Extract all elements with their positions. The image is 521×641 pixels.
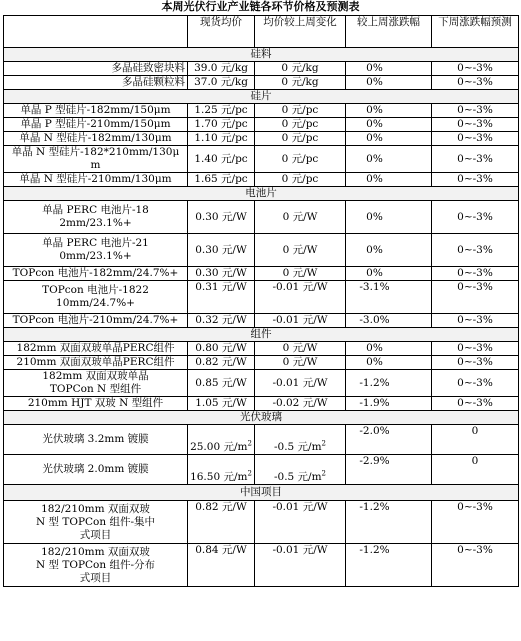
column-header [346,16,432,48]
pct-value: 0% [366,210,383,223]
table-row [4,342,519,356]
change-value: 0 元/pc [281,152,319,165]
pct-value: 0% [366,356,383,368]
price-value: 0.32 元/W [195,314,247,326]
change-value: 0 元/kg [281,62,319,74]
change-cell [255,501,346,544]
change-cell [255,370,346,397]
section-row [4,48,519,62]
table-row [4,118,519,132]
section-row [4,187,519,201]
table-row [4,425,519,455]
product-name: 210mm HJT 双玻 N 型组件 [27,397,164,409]
change-value: -0.01 元/W [272,376,328,389]
pct-cell [346,201,432,234]
change-value: -0.5 元/m [273,441,322,453]
price-cell [188,342,255,356]
section-header [4,485,519,501]
column-header-label: 下周涨跌幅预测 [438,16,512,28]
superscript-2: 2 [247,439,252,448]
header-row [4,16,519,48]
pct-value: -1.2% [359,501,390,513]
section-row [4,485,519,501]
product-name-cell [4,370,188,397]
pct-cell [346,132,432,146]
price-value: 25.00 元/m [190,441,248,453]
product-name-cell [4,501,188,544]
change-cell [255,76,346,90]
change-cell [255,544,346,587]
table-row [4,234,519,267]
section-header [4,411,519,425]
change-value: 0 元/pc [281,173,319,185]
table-row [4,370,519,397]
change-value: 0 元/W [282,356,318,368]
change-cell [255,201,346,234]
price-value: 16.50 元/m [190,471,248,483]
price-cell [188,132,255,146]
change-cell [255,356,346,370]
pct-value: 0% [366,62,383,74]
change-cell [255,132,346,146]
forecast-value: 0~-3% [457,118,493,130]
change-cell [255,314,346,328]
change-cell [255,267,346,281]
change-value: 0 元/kg [281,76,319,88]
forecast-value: 0~-3% [457,267,493,279]
table-title: 本周光伏行业产业链各环节价格及预测表 [161,0,360,13]
column-header [255,16,346,48]
product-name: 单晶 P 型硅片-182mm/150μm [20,104,171,116]
pct-cell [346,370,432,397]
column-header-label: 较上周涨跌幅 [357,16,420,28]
section-row [4,328,519,342]
section-title: 硅片 [250,90,272,102]
column-header [432,16,519,48]
forecast-cell [432,62,519,76]
pct-cell [346,342,432,356]
product-name: 单晶 N 型硅片-210mm/130μm [19,173,172,185]
price-value: 1.25 元/pc [194,104,248,116]
price-cell [188,455,255,485]
superscript-2: 2 [247,469,252,478]
table-row [4,76,519,90]
forecast-cell [432,76,519,90]
pct-value: 0% [366,118,383,130]
change-cell [255,146,346,173]
price-cell [188,104,255,118]
forecast-value: 0~-3% [457,243,493,256]
pct-cell [346,397,432,411]
pct-cell [346,173,432,187]
table-row [4,267,519,281]
forecast-cell [432,267,519,281]
price-value: 0.82 元/W [195,501,247,513]
forecast-value: 0 [471,425,479,437]
forecast-cell [432,501,519,544]
price-cell [188,356,255,370]
price-cell [188,314,255,328]
forecast-cell [432,234,519,267]
table-row [4,132,519,146]
pct-cell [346,544,432,587]
section-title: 中国项目 [240,486,282,498]
product-name: 单晶 N 型硅片-182*210mm/130μm [11,146,180,171]
product-name: 多晶硅颗粒料 [122,76,185,88]
pct-value: 0% [366,104,383,116]
pct-cell [346,62,432,76]
section-title: 硅料 [250,48,272,60]
table-row [4,62,519,76]
forecast-value: 0~-3% [457,104,493,116]
price-cell [188,501,255,544]
forecast-cell [432,356,519,370]
price-cell [188,173,255,187]
pct-value: -2.0% [359,425,390,437]
pct-cell [346,76,432,90]
product-name: 182/210mm 双面双玻 N 型 TOPCon 组件-分布式项目 [35,545,156,584]
price-value: 0.85 元/W [195,376,247,389]
change-cell [255,397,346,411]
superscript-2: 2 [321,469,327,478]
superscript-2: 2 [321,439,327,448]
forecast-cell [432,370,519,397]
product-name-cell [4,397,188,411]
pct-value: 0% [366,243,383,256]
forecast-value: 0~-3% [457,210,493,223]
forecast-value: 0~-3% [457,544,493,556]
product-name-cell [4,201,188,234]
forecast-value: 0~-3% [457,397,493,409]
price-value: 37.0 元/kg [194,76,248,88]
product-name-cell [4,544,188,587]
forecast-value: 0~-3% [457,342,493,354]
pct-value: -3.1% [359,281,390,293]
table-row [4,104,519,118]
product-name: TOPcon 电池片-210mm/24.7%+ [12,314,179,326]
change-cell [255,281,346,314]
forecast-value: 0~-3% [457,152,493,165]
change-value: 0 元/pc [281,132,319,144]
forecast-value: 0~-3% [457,501,493,513]
change-value: 0 元/W [282,243,318,256]
pct-cell [346,425,432,455]
change-value: -0.01 元/W [272,281,328,293]
table-row [4,455,519,485]
product-name-cell [4,455,188,485]
product-name-cell [4,173,188,187]
table-row [4,146,519,173]
forecast-value: 0~-3% [457,376,493,389]
product-name: 多晶硅致密块料 [111,62,185,74]
product-name: TOPcon 电池片-182mm/24.7%+ [12,267,179,279]
forecast-value: 0~-3% [457,76,493,88]
forecast-cell [432,314,519,328]
change-value: 0 元/pc [281,118,319,130]
pct-cell [346,118,432,132]
product-name-cell [4,425,188,455]
product-name: TOPcon 电池片-182210mm/24.7%+ [42,284,149,309]
product-name: 单晶 PERC 电池片-182mm/23.1%+ [42,204,149,229]
product-name-cell [4,356,188,370]
price-value: 0.30 元/W [195,267,247,279]
product-name: 光伏玻璃 3.2mm 镀膜 [42,433,149,445]
product-name-cell [4,314,188,328]
product-name: 182mm 双面双玻单晶 TOPCon N 型组件 [42,370,149,395]
price-value: 1.70 元/pc [194,118,248,130]
product-name-cell [4,118,188,132]
section-header [4,328,519,342]
table-row [4,281,519,314]
forecast-cell [432,281,519,314]
product-name-cell [4,132,188,146]
price-cell [188,281,255,314]
forecast-cell [432,132,519,146]
change-cell [255,342,346,356]
change-value: 0 元/W [282,342,318,354]
forecast-cell [432,146,519,173]
price-cell [188,370,255,397]
pct-cell [346,455,432,485]
change-value: 0 元/W [282,267,318,279]
price-value: 1.05 元/W [195,397,247,409]
price-cell [188,397,255,411]
section-title: 光伏玻璃 [240,411,282,423]
product-name: 单晶 PERC 电池片-210mm/23.1%+ [42,237,149,262]
product-name-cell [4,234,188,267]
price-table [3,15,519,587]
change-cell [255,173,346,187]
section-title: 电池片 [245,187,277,199]
price-value: 1.40 元/pc [194,152,248,165]
price-cell [188,544,255,587]
forecast-cell [432,173,519,187]
forecast-cell [432,455,519,485]
price-value: 0.30 元/W [195,243,247,256]
price-cell [188,234,255,267]
price-cell [188,425,255,455]
forecast-value: 0~-3% [457,314,493,326]
product-name-cell [4,281,188,314]
pct-cell [346,356,432,370]
forecast-cell [432,342,519,356]
price-value: 1.10 元/pc [194,132,248,144]
section-row [4,90,519,104]
pct-value: 0% [366,267,383,279]
change-cell [255,234,346,267]
forecast-cell [432,118,519,132]
product-name: 182mm 双面双玻单晶PERC组件 [16,342,175,354]
change-value: -0.01 元/W [272,501,328,513]
section-row [4,411,519,425]
column-header-label: 均价较上周变化 [263,16,337,28]
change-value: -0.02 元/W [272,397,328,409]
price-value: 0.80 元/W [195,342,247,354]
table-row [4,544,519,587]
pct-value: -3.0% [359,314,390,326]
table-row [4,173,519,187]
pct-value: -2.9% [359,455,390,467]
forecast-value: 0~-3% [457,132,493,144]
column-header [4,16,188,48]
pct-cell [346,281,432,314]
product-name: 210mm 双面双玻单晶PERC组件 [16,356,175,368]
forecast-cell [432,104,519,118]
product-name: 单晶 N 型硅片-182mm/130μm [19,132,172,144]
change-value: -0.5 元/m [273,471,322,483]
forecast-value: 0~-3% [457,62,493,74]
pct-value: 0% [366,173,383,185]
forecast-cell [432,544,519,587]
pct-cell [346,146,432,173]
price-cell [188,76,255,90]
pct-value: 0% [366,132,383,144]
product-name-cell [4,62,188,76]
table-row [4,397,519,411]
forecast-value: 0~-3% [457,281,493,293]
product-name-cell [4,267,188,281]
table-row [4,314,519,328]
price-value: 0.30 元/W [195,210,247,223]
change-value: 0 元/W [282,210,318,223]
product-name: 单晶 P 型硅片-210mm/150μm [20,118,171,130]
price-cell [188,201,255,234]
pct-cell [346,501,432,544]
price-cell [188,118,255,132]
forecast-value: 0~-3% [457,173,493,185]
column-header-label: 现货均价 [200,16,242,28]
price-cell [188,267,255,281]
pct-cell [346,234,432,267]
price-value: 39.0 元/kg [194,62,248,74]
change-value: 0 元/pc [281,104,319,116]
price-cell [188,62,255,76]
change-cell [255,455,346,485]
pct-value: 0% [366,342,383,354]
change-cell [255,62,346,76]
product-name: 光伏玻璃 2.0mm 镀膜 [42,463,149,475]
forecast-cell [432,201,519,234]
section-header [4,187,519,201]
section-title: 组件 [250,328,272,340]
change-value: -0.01 元/W [272,544,328,556]
change-cell [255,425,346,455]
forecast-cell [432,397,519,411]
product-name-cell [4,104,188,118]
product-name: 182/210mm 双面双玻 N 型 TOPCon 组件-集中式项目 [35,502,156,541]
price-cell [188,146,255,173]
change-cell [255,118,346,132]
forecast-value: 0 [471,455,479,467]
column-header [188,16,255,48]
pct-cell [346,314,432,328]
price-value: 1.65 元/pc [194,173,248,185]
forecast-value: 0~-3% [457,356,493,368]
pct-value: -1.2% [359,376,390,389]
pct-cell [346,267,432,281]
section-header [4,90,519,104]
forecast-cell [432,425,519,455]
table-row [4,201,519,234]
product-name-cell [4,146,188,173]
pct-cell [346,104,432,118]
table-row [4,501,519,544]
price-value: 0.82 元/W [195,356,247,368]
pct-value: 0% [366,152,383,165]
change-value: -0.01 元/W [272,314,328,326]
product-name-cell [4,76,188,90]
price-value: 0.31 元/W [195,281,247,293]
pct-value: -1.2% [359,544,390,556]
change-cell [255,104,346,118]
pct-value: -1.9% [359,397,390,409]
section-header [4,48,519,62]
price-value: 0.84 元/W [195,544,247,556]
table-row [4,356,519,370]
product-name-cell [4,342,188,356]
pct-value: 0% [366,76,383,88]
